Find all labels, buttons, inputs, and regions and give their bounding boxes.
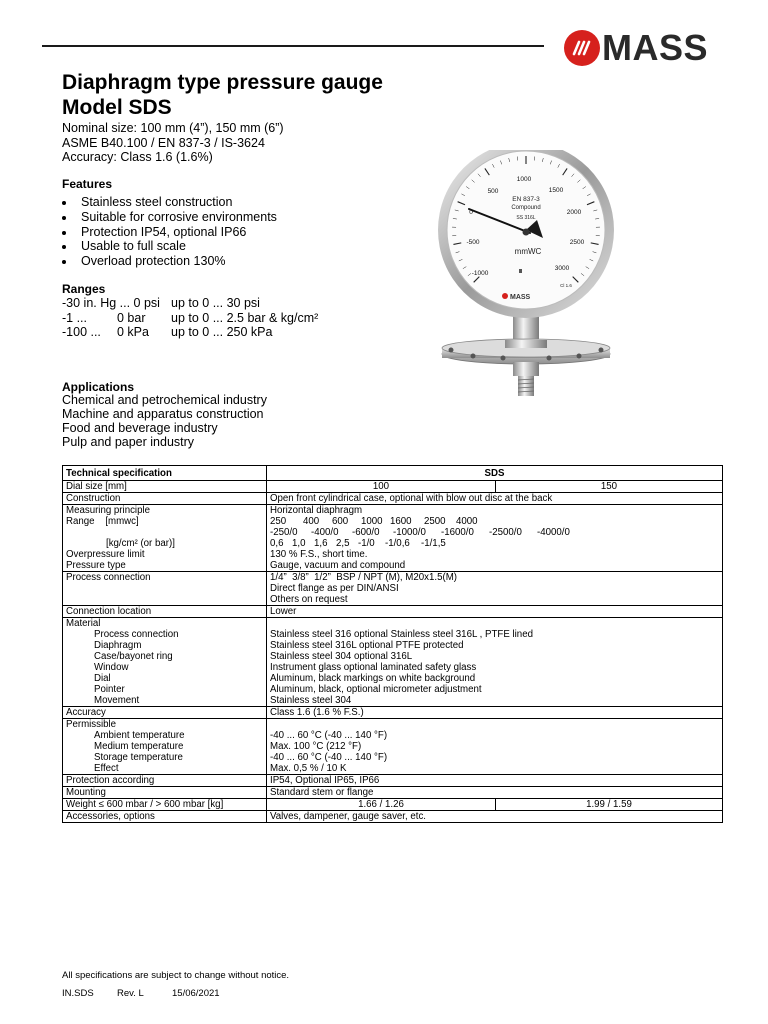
table-row bbox=[63, 606, 723, 618]
cell-value bbox=[267, 572, 723, 606]
cell-value bbox=[267, 618, 723, 707]
cell-label: Accessories, options bbox=[63, 811, 267, 823]
value-line: Aluminum, black markings on white background bbox=[270, 673, 476, 684]
scale-label: 3000 bbox=[554, 265, 570, 272]
spacer bbox=[66, 527, 263, 538]
value-line: Aluminum, black, optional micrometer adjustment bbox=[270, 684, 482, 695]
list-item: Usable to full scale bbox=[62, 239, 277, 254]
scale-label: 2500 bbox=[569, 239, 585, 246]
value-line: Stainless steel 304 bbox=[270, 695, 352, 706]
label-line: Overpressure limit bbox=[66, 549, 145, 560]
applications-heading: Applications bbox=[62, 380, 135, 394]
value-item: 400 bbox=[303, 516, 320, 527]
footer-doc-info bbox=[62, 985, 289, 1003]
page-title bbox=[62, 70, 383, 120]
table-row bbox=[63, 481, 723, 493]
cell-value: 100 bbox=[267, 481, 496, 493]
cell-label: Connection location bbox=[63, 606, 267, 618]
brand-name: MASS bbox=[602, 27, 709, 68]
brand-logo bbox=[564, 28, 734, 68]
scale-label: -500 bbox=[466, 239, 480, 246]
label-line: Permissible bbox=[66, 719, 117, 730]
cell-label: Protection according bbox=[63, 775, 267, 787]
cell-label bbox=[63, 719, 267, 775]
case-brand: MASS bbox=[510, 294, 531, 301]
list-item: Protection IP54, optional IP66 bbox=[62, 225, 277, 240]
accuracy: Accuracy: Class 1.6 (1.6%) bbox=[62, 150, 213, 164]
list-item: Stainless steel construction bbox=[62, 195, 277, 210]
cell-label bbox=[63, 505, 267, 572]
value-line: Stainless steel 304 optional 316L bbox=[270, 651, 413, 662]
label-line: Window bbox=[94, 662, 129, 673]
cell-label: Weight ≤ 600 mbar / > 600 mbar [kg] bbox=[63, 799, 267, 811]
value-line: Horizontal diaphragm bbox=[270, 505, 363, 516]
cell-value: 150 bbox=[496, 481, 723, 493]
scale-label: -1000 bbox=[471, 270, 489, 277]
list-item: Suitable for corrosive environments bbox=[62, 210, 277, 225]
value-item: -4000/0 bbox=[537, 527, 570, 538]
label-line: Measuring principle bbox=[66, 505, 150, 516]
label-line: Dial bbox=[94, 673, 111, 684]
value-item: 1,6 bbox=[314, 538, 328, 549]
value-item: -400/0 bbox=[311, 527, 339, 538]
value-item: 2,5 bbox=[336, 538, 350, 549]
value-item: -1/0 bbox=[358, 538, 375, 549]
cell-label: Accuracy bbox=[63, 707, 267, 719]
spec-header-model: SDS bbox=[267, 466, 723, 481]
cell-value bbox=[267, 719, 723, 775]
range-from: -30 in. Hg ... 0 psi bbox=[62, 296, 160, 310]
cell-value: 1.99 / 1.59 bbox=[496, 799, 723, 811]
footer-note: All specifications are subject to change without notice. bbox=[62, 970, 290, 981]
scale-label: 0 bbox=[469, 209, 473, 216]
table-row bbox=[63, 775, 723, 787]
table-row bbox=[63, 505, 723, 572]
gauge-collar bbox=[505, 340, 547, 348]
spacer bbox=[270, 719, 719, 730]
value-line: -40 ... 60 °C (-40 ... 140 °F) bbox=[270, 752, 388, 763]
spacer bbox=[270, 618, 719, 629]
cell-value: 1.66 / 1.26 bbox=[267, 799, 496, 811]
value-line: Gauge, vacuum and compound bbox=[270, 560, 406, 571]
list-item: Pulp and paper industry bbox=[62, 435, 195, 449]
header-rule bbox=[42, 45, 544, 47]
value-item: 1,0 bbox=[292, 538, 306, 549]
gauge-hex bbox=[513, 362, 539, 376]
cell-value bbox=[267, 505, 723, 572]
list-item: Machine and apparatus construction bbox=[62, 407, 264, 421]
case-logo-icon bbox=[502, 293, 508, 299]
features-list bbox=[62, 195, 277, 269]
value-item: -600/0 bbox=[352, 527, 380, 538]
value-line: Max. 100 °C (212 °F) bbox=[270, 741, 362, 752]
value-item: -250/0 bbox=[270, 527, 298, 538]
scale-label: 1000 bbox=[516, 176, 532, 183]
table-row bbox=[63, 572, 723, 606]
label-line: Effect bbox=[94, 763, 119, 774]
label-line: Pressure type bbox=[66, 560, 126, 571]
applications-list bbox=[62, 393, 267, 449]
cell-value: Lower bbox=[267, 606, 723, 618]
range-zero: 0 kPa bbox=[117, 325, 149, 339]
value-item: 2500 bbox=[424, 516, 446, 527]
scale-label: 500 bbox=[487, 188, 499, 195]
list-item: Food and beverage industry bbox=[62, 421, 218, 435]
standards: ASME B40.100 / EN 837-3 / IS-3624 bbox=[62, 135, 265, 150]
value-line: Others on request bbox=[270, 594, 348, 605]
value-line: Max. 0,5 % / 10 K bbox=[270, 763, 347, 774]
cell-label: Construction bbox=[63, 493, 267, 505]
label-line: Range [mmwc] bbox=[66, 516, 139, 527]
value-line: -40 ... 60 °C (-40 ... 140 °F) bbox=[270, 730, 388, 741]
value-line: 1/4” 3/8” 1/2” BSP / NPT (M), M20x1.5(M) bbox=[270, 572, 457, 583]
value-item: 4000 bbox=[456, 516, 478, 527]
label-line: Material bbox=[66, 618, 101, 629]
value-line: Direct flange as per DIN/ANSI bbox=[270, 583, 399, 594]
list-item: Chemical and petrochemical industry bbox=[62, 393, 267, 407]
subtitle-block bbox=[62, 121, 284, 165]
cell-value: Class 1.6 (1.6 % F.S.) bbox=[267, 707, 723, 719]
cell-label: Mounting bbox=[63, 787, 267, 799]
title-line-2: Model SDS bbox=[62, 96, 172, 119]
cell-label: Dial size [mm] bbox=[63, 481, 267, 493]
dial-unit: mmWC bbox=[514, 247, 542, 256]
range-upto: up to 0 ... 250 kPa bbox=[171, 325, 273, 339]
label-line: [kg/cm² (or bar)] bbox=[106, 538, 175, 549]
pressure-gauge-image bbox=[433, 150, 621, 410]
table-row bbox=[63, 719, 723, 775]
range-mmwc-values bbox=[270, 516, 719, 527]
value-item: 1600 bbox=[390, 516, 412, 527]
cell-label bbox=[63, 618, 267, 707]
title-line-1: Diaphragm type pressure gauge bbox=[62, 71, 383, 94]
value-item: 1000 bbox=[361, 516, 383, 527]
doc-revision: Rev. L bbox=[117, 988, 144, 999]
range-neg-values bbox=[270, 527, 719, 538]
table-row bbox=[63, 799, 723, 811]
range-upto: up to 0 ... 30 psi bbox=[171, 296, 260, 310]
dial-type: Compound bbox=[511, 205, 541, 211]
table-row bbox=[63, 707, 723, 719]
features-heading: Features bbox=[62, 177, 113, 191]
mass-logo-icon bbox=[564, 30, 600, 66]
cell-value: Standard stem or flange bbox=[267, 787, 723, 799]
value-line: Stainless steel 316 optional Stainless steel 316L , PTFE lined bbox=[270, 629, 533, 640]
value-item: -1/1,5 bbox=[421, 538, 446, 549]
value-item: 600 bbox=[332, 516, 349, 527]
list-item: Overload protection 130% bbox=[62, 254, 277, 269]
value-item: -1000/0 bbox=[393, 527, 426, 538]
label-line: Pointer bbox=[94, 684, 125, 695]
label-line: Diaphragm bbox=[94, 640, 142, 651]
value-item: -1/0,6 bbox=[385, 538, 410, 549]
spec-header-label: Technical specification bbox=[63, 466, 267, 481]
label-line: Ambient temperature bbox=[94, 730, 185, 741]
dial-standard: EN 837-3 bbox=[512, 196, 540, 203]
table-row bbox=[63, 811, 723, 823]
cell-value: Valves, dampener, gauge saver, etc. bbox=[267, 811, 723, 823]
table-row bbox=[63, 787, 723, 799]
value-line: 130 % F.S., short time. bbox=[270, 549, 368, 560]
value-item: 0,6 bbox=[270, 538, 284, 549]
scale-label: 1500 bbox=[548, 187, 564, 194]
label-line: Process connection bbox=[94, 629, 179, 640]
range-kg-values bbox=[270, 538, 719, 549]
zero-stop bbox=[519, 269, 522, 273]
range-upto: up to 0 ... 2.5 bar & kg/cm² bbox=[171, 310, 319, 325]
range-from: -100 ... bbox=[62, 325, 101, 339]
value-item: -2500/0 bbox=[489, 527, 522, 538]
table-row bbox=[63, 466, 723, 481]
doc-id: IN.SDS bbox=[62, 988, 94, 999]
cell-value: IP54, Optional IP65, IP66 bbox=[267, 775, 723, 787]
label-line: Storage temperature bbox=[94, 752, 183, 763]
label-line: Movement bbox=[94, 695, 140, 706]
range-from: -1 ... bbox=[62, 310, 88, 325]
scale-label: 2000 bbox=[566, 209, 582, 216]
nominal-size: Nominal size: 100 mm (4”), 150 mm (6”) bbox=[62, 121, 284, 135]
label-line: Case/bayonet ring bbox=[94, 651, 173, 662]
table-row bbox=[63, 493, 723, 505]
cell-label: Process connection bbox=[63, 572, 267, 606]
ranges-heading: Ranges bbox=[62, 282, 106, 296]
spec-table bbox=[62, 465, 723, 823]
dial-material: SS 316L bbox=[516, 215, 536, 221]
footer bbox=[62, 967, 289, 1003]
value-line: Stainless steel 316L optional PTFE protected bbox=[270, 640, 464, 651]
value-item: 250 bbox=[270, 516, 287, 527]
value-item: -1600/0 bbox=[441, 527, 474, 538]
cell-value: Open front cylindrical case, optional with blow out disc at the back bbox=[267, 493, 723, 505]
pointer-hub bbox=[523, 229, 530, 236]
range-zero: 0 bar bbox=[117, 310, 146, 325]
table-row bbox=[63, 618, 723, 707]
label-line: Medium temperature bbox=[94, 741, 184, 752]
value-line: Instrument glass optional laminated safety glass bbox=[270, 662, 477, 673]
doc-date: 15/06/2021 bbox=[172, 988, 220, 999]
dial-class: Cl 1.6 bbox=[560, 283, 572, 288]
